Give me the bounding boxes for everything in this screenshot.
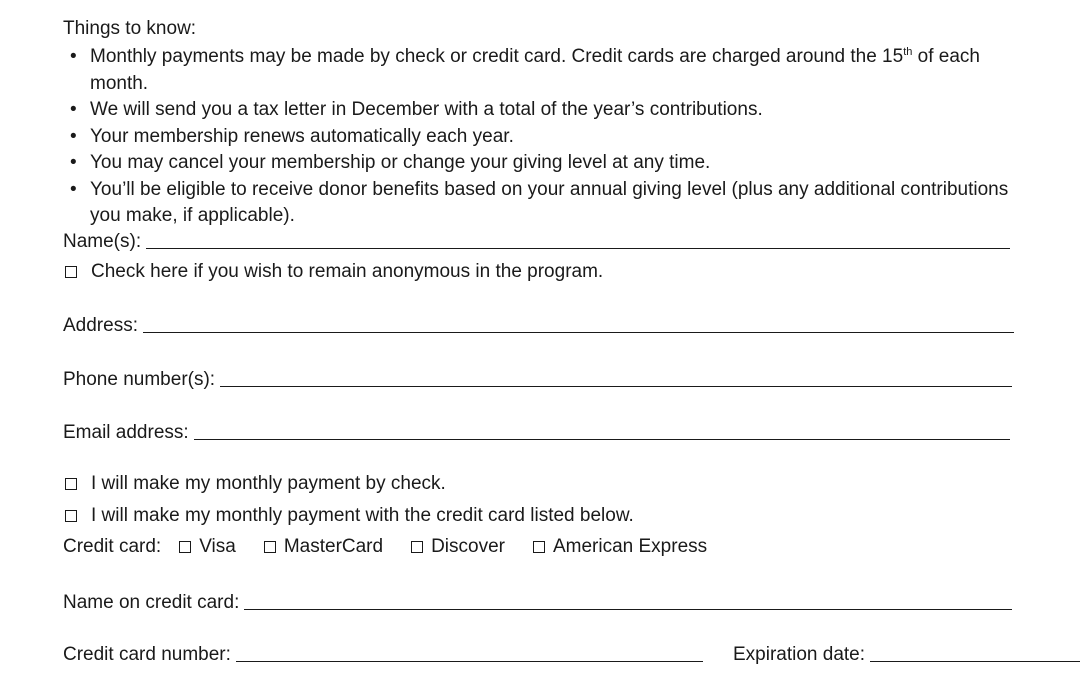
address-label: Address: [63, 315, 138, 336]
name-on-card-label: Name on credit card: [63, 592, 240, 613]
visa-checkbox[interactable] [179, 541, 191, 553]
ordinal-suffix: th [903, 46, 913, 58]
bullet-text: We will send you a tax letter in December with a total of the year’s contributions. [90, 99, 763, 120]
card-number-label: Credit card number: [63, 644, 231, 665]
bullet-text: Monthly payments may be made by check or credit card. Credit cards are charged around the 15 [90, 46, 904, 67]
address-input[interactable] [143, 312, 1014, 333]
list-item [63, 124, 1023, 151]
bullet-icon: • [70, 99, 77, 120]
phone-field [63, 365, 1012, 391]
bullet-icon: • [70, 178, 77, 200]
address-field [63, 311, 1014, 337]
list-item [63, 177, 1023, 230]
card-number-field [63, 640, 703, 666]
pay-by-card-checkbox[interactable] [65, 510, 77, 522]
list-item [63, 97, 1023, 124]
discover-checkbox[interactable] [411, 541, 423, 553]
email-input[interactable] [194, 419, 1010, 440]
bullet-text-end: of each month. [90, 46, 980, 94]
amex-checkbox[interactable] [533, 541, 545, 553]
visa-label: Visa [199, 536, 236, 557]
pay-by-check-row[interactable] [65, 472, 446, 496]
card-option-mastercard[interactable] [264, 536, 383, 558]
amex-label: American Express [552, 536, 708, 557]
card-number-input[interactable] [236, 641, 703, 662]
anonymous-checkbox-row[interactable] [65, 260, 603, 284]
bullet-icon: • [70, 46, 77, 67]
name-on-card-field [63, 588, 1012, 614]
things-to-know-list [63, 44, 1023, 230]
credit-card-type-row [63, 535, 707, 559]
mastercard-checkbox[interactable] [264, 541, 276, 553]
names-field [63, 227, 1010, 253]
anonymous-label: Check here if you wish to remain anonymous in the program. [91, 261, 604, 282]
bullet-icon: • [70, 125, 77, 147]
expiration-field [733, 640, 1016, 666]
credit-card-label: Credit card: [63, 536, 162, 557]
name-on-card-input[interactable] [244, 589, 1012, 610]
card-option-discover[interactable] [411, 536, 505, 558]
expiration-input[interactable] [870, 641, 1080, 662]
pay-by-check-checkbox[interactable] [65, 478, 77, 490]
expiration-label: Expiration date: [733, 644, 866, 665]
bullet-text: You’ll be eligible to receive donor benefits based on your annual giving level (plus any additional contributions you make, if applicable). [90, 178, 1009, 226]
mastercard-label: MasterCard [283, 536, 384, 557]
things-to-know-heading: Things to know: [63, 18, 197, 39]
pay-by-check-label: I will make my monthly payment by check. [91, 473, 446, 494]
email-field [63, 418, 1010, 444]
bullet-text: Your membership renews automatically each year. [90, 125, 514, 147]
phone-input[interactable] [220, 366, 1012, 387]
anonymous-checkbox[interactable] [65, 266, 77, 278]
names-label: Name(s): [63, 231, 142, 252]
list-item [63, 150, 1023, 177]
pay-by-card-row[interactable] [65, 504, 634, 528]
phone-label: Phone number(s): [63, 369, 216, 390]
discover-label: Discover [431, 536, 505, 557]
pay-by-card-label: I will make my monthly payment with the credit card listed below. [91, 505, 634, 526]
bullet-icon: • [70, 152, 77, 173]
names-input[interactable] [146, 228, 1010, 249]
email-label: Email address: [63, 422, 189, 443]
card-option-amex[interactable] [533, 536, 707, 558]
bullet-text: You may cancel your membership or change your giving level at any time. [90, 152, 711, 173]
card-option-visa[interactable] [179, 536, 236, 558]
list-item [63, 44, 1023, 97]
